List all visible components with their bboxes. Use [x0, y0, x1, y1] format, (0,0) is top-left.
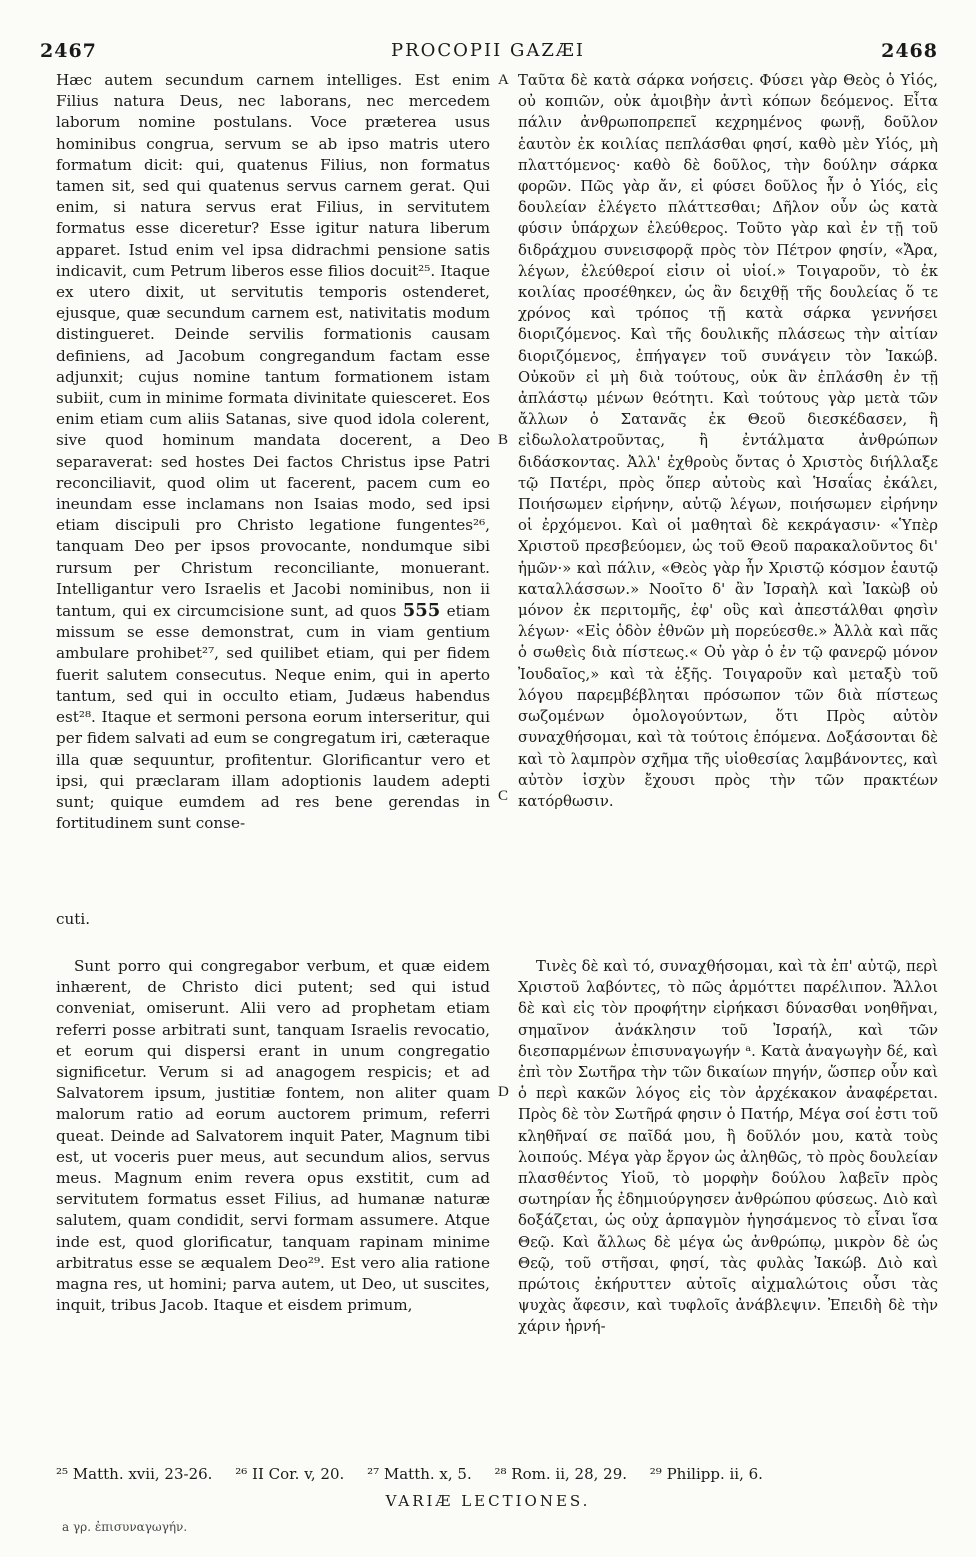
- footnote-27: ²⁷ Matth. x, 5.: [367, 1465, 472, 1483]
- column-number: 555: [402, 600, 441, 622]
- margin-marker-d: D: [498, 1084, 509, 1100]
- right-page-number: 2468: [881, 40, 938, 62]
- greek-column-bottom: [518, 956, 938, 1456]
- latin-text-bottom: Sunt porro qui congregabor verbum, et quæ eidem inhærent, de Christo dici putent; sed qui istud conveniat, omiserunt. Alii vero ad prophetam etiam referri posse arbitrati sunt, tanquam Israelis revocatio, et eorum qui dispersi erant in unum congregatio significetur. Verum si ad anagogem respicis; et ad Salvatorem ipsum, justitiæ fontem, non aliter quam malorum ratio ad eorum auctorem primum, referri queat. Deinde ad Salvatorem inquit Pater, Magnum tibi est, ut voceris puer meus, aut secundum alios, servus meus. Magnum enim revera opus exstitit, cum ad servitutem formatus esset Filius, ad humanæ naturæ salutem, quam condidit, servi formam assumere. Atque inde est, quod glorificatur, tanquam rapinam minime arbitratus esse se æqualem Deo²⁹. Est vero alia ratione magna res, ut homini; parva autem, ut Deo, ut suscites, inquit, tribus Jacob. Itaque et eisdem primum,: [56, 957, 490, 1315]
- running-header: [0, 40, 976, 70]
- footnote-26: ²⁶ II Cor. v, 20.: [235, 1465, 345, 1483]
- greek-text-top: Ταῦτα δὲ κατὰ σάρκα νοήσεις. Φύσει γὰρ Θεὸς ὁ Υἱός, οὐ κοπιῶν, οὐκ ἀμοιβὴν ἀντὶ κόπων δεόμενος. Εἶτα πάλιν ἀνθρωποπρεπεῖ κεχρημένος φωνῇ, δοῦλον ἑαυτὸν ἐκ κοιλίας πεπλάσθαι φησί, καθὸ μὲν Υἱός, μὴ πλαττόμενος· καθὸ δὲ δοῦλος, τὴν δούλην σάρκα φορῶν. Πῶς γὰρ ἄν, εἰ φύσει δοῦλος ἦν ὁ Υἱός, εἰς δουλείαν ἐλέγετο πλάττεσθαι; Δῆλον οὖν ὡς κατὰ φύσιν ὑπάρχων ἐλεύθερος. Τοῦτο γὰρ καὶ ἐν τῇ τοῦ διδράχμου συνεισφορᾷ πρὸς τὸν Πέτρον φησίν, «Ἄρα, λέγων, ἐλεύθεροί εἰσιν οἱ υἱοί.» Τοιγαροῦν, τὸ ἐκ κοιλίας προσέθηκεν, ὡς ἂν δειχθῇ τῆς δουλείας ὅ τε χρόνος καὶ τρόπος τῇ κατὰ σάρκα γεννήσει διοριζόμενος. Καὶ τῆς δουλικῆς πλάσεως τὴν αἰτίαν διοριζόμενος, ἐπήγαγεν τοῦ συνάγειν τὸν Ἰακώβ. Οὐκοῦν εἰ μὴ διὰ τούτους, οὐκ ἂν ἐπλάσθη ἐν τῇ ἀπλάστῳ μένων θεότητι. Καὶ τούτους γὰρ μετὰ τῶν ἄλλων ὁ Σατανᾶς ἐκ Θεοῦ διεσκέδασεν, ἢ εἰδωλολατροῦντας, ἢ ἐντάλματα ἀνθρώπων διδάσκοντας. Ἀλλ' ἐχθροὺς ὄντας ὁ Χριστὸς διήλλαξε τῷ Πατέρι, πρὸς ὅπερ αὐτοὺς καὶ Ἡσαΐας ἐκάλει, Ποιήσωμεν εἰρήνην, αὐτῷ λέγων, ποιήσωμεν εἰρήνην οἱ ἐρχόμενοι. Καὶ οἱ μαθηταὶ δὲ κεκράγασιν· «Ὑπὲρ Χριστοῦ πρεσβεύομεν, ὡς τοῦ Θεοῦ παρακαλοῦντος δι' ἡμῶν·» καὶ πάλιν, «Θεὸς γὰρ ἦν Χριστῷ κόσμον ἑαυτῷ καταλλάσσων.» Νοοῖτο δ' ἂν Ἰσραὴλ καὶ Ἰακὼβ οὐ μόνον ἐκ περιτομῆς, ἐφ' οὓς καὶ ἀπεστάλθαι φησὶν λέγων· «Εἰς ὁδὸν ἐθνῶν μὴ πορεύεσθε.» Ἀλλὰ καὶ πᾶς ὁ σωθεὶς διὰ πίστεως.« Οὐ γὰρ ὁ ἐν τῷ φανερῷ μόνον Ἰουδαῖος,» καὶ τὰ ἑξῆς. Τοιγαροῦν καὶ μεταξὺ τοῦ λόγου παρεμβέβληται πρόσωπον τῶν διὰ πίστεως σωζομένων ὁμολογούντων, ὅτι Πρὸς αὐτὸν συναχθήσομαι, καὶ τὰ τούτοις ἑπόμενα. Δοξάσονται δὲ καὶ τὸ λαμπρὸν σχῆμα τῆς υἱοθεσίας λαμβάνοντες, καὶ αὐτὸν ἰσχὺν ἔχουσι πρὸς τὴν τῶν πρακτέων κατόρθωσιν.: [518, 72, 938, 810]
- footnotes: [56, 1464, 936, 1484]
- margin-marker-a: A: [498, 72, 509, 88]
- left-page-number: 2467: [40, 40, 97, 62]
- latin-continuation-text: cuti.: [56, 910, 91, 928]
- latin-continuation: [56, 908, 938, 930]
- latin-text-top: Hæc autem secundum carnem intelliges. Est enim Filius natura Deus, nec laborans, nec mercedem laborum nomine postulans. Voce præterea usus hominibus congrua, servum se ab ipso matris utero formatum dicit: qui, quatenus Filius, non formatus tamen sit, sed qui quatenus servus carnem gerat. Qui enim, si natura servus erat Filius, in servitutem formatus esse diceretur? Esse igitur natura liberum apparet. Istud enim vel ipsa didrachmi pensione satis indicavit, cum Petrum liberos esse filios docuit²⁵. Itaque ex utero dixit, ut servitutis temporis ostenderet, ejusque, quæ secundum carnem est, nativitatis modum distingueret. Deinde servilis formationis causam definiens, ad Jacobum congregandum factam esse adjunxit; cujus nomine tantum formationem istam subiit, cum in minime formata divinitate quiesceret. Eos enim etiam cum aliis Satanas, sive quod idola colerent, sive quod hominum mandata docerent, a Deo separaverat: sed hostes Dei factos Christus ipse Patri reconciliavit, quod olim ut facerent, pacem cum eo ineundam esse inclamans non Isaias modo, sed ipsi etiam discipuli pro Christo legatione fungentes²⁶, tanquam Deo per ipsos provocante, nondumque sibi rursum per Christum reconciliante, monuerant. Intelligantur vero Israelis et Jacobi nominibus, non ii tantum, qui ex circumcisione sunt, ad quos 555 etiam missum se esse demonstrat, cum in viam gentium ambulare prohibet²⁷, sed quilibet etiam, qui per fidem fuerit salutem consecutus. Neque enim, qui in aperto tantum, sed qui in occulto etiam, Judæus habendus est²⁸. Itaque et sermoni persona eorum interseritur, qui per fidem salvati ad eum se congregatum iri, cæteraque illa quæ sequuntur, profitentur. Glorificantur vero et ipsi, qui præclaram illam adoptionis laudem adepti sunt; quique eumdem ad res bene gerendas in fortitudinem sunt conse-: [56, 71, 490, 833]
- latin-column-bottom: [56, 956, 490, 1456]
- footnote-29: ²⁹ Philipp. ii, 6.: [649, 1465, 763, 1483]
- margin-marker-c: C: [498, 788, 509, 804]
- greek-text-bottom: Τινὲς δὲ καὶ τό, συναχθήσομαι, καὶ τὰ ἐπ' αὐτῷ, περὶ Χριστοῦ λαβόντες, τὸ πῶς ἁρμόττει παρέλιπον. Ἄλλοι δὲ καὶ εἰς τὸν προφήτην εἰρήκασι δύνασθαι νοηθῆναι, σημαῖνον ἀνάκλησιν τοῦ Ἰσραήλ, καὶ τῶν διεσπαρμένων ἐπισυναγωγήν ᵃ. Κατὰ ἀναγωγὴν δέ, καὶ ἐπὶ τὸν Σωτῆρα τὴν τῶν δικαίων πηγήν, ὥσπερ οὖν καὶ ὁ περὶ κακῶν λόγος εἰς τὸν ἀρχέκακον ἀναφέρεται. Πρὸς δὲ τὸν Σωτῆρά φησιν ὁ Πατήρ, Μέγα σοί ἐστι τοῦ κληθῆναί σε παῖδά μου, ἢ δοῦλόν μου, κατὰ τοὺς λοιπούς. Μέγα γὰρ ἔργον ὡς ἀληθῶς, τὸ πρὸς δουλείαν πλασθέντος Υἱοῦ, τὸ μορφὴν δούλου λαβεῖν πρὸς σωτηρίαν ἧς ἐδημιούργησεν ἀνθρώπου φύσεως. Διὸ καὶ δοξάζεται, ὡς οὐχ ἁρπαγμὸν ἡγησάμενος τὸ εἶναι ἴσα Θεῷ. Καὶ ἄλλως δὲ μέγα ὡς ἀνθρώπῳ, μικρὸν δὲ ὡς Θεῷ, τοῦ στῆσαι, φησί, τὰς φυλὰς Ἰακώβ. Διὸ καὶ πρώτοις ἐκήρυττεν αὐτοῖς αἰχμαλώτοις οὖσι τὰς ψυχὰς ἄφεσιν, καὶ τυφλοῖς ἀνάβλεψιν. Ἐπειδὴ δὲ τὴν χάριν ἠρνή-: [518, 958, 938, 1336]
- footnote-25: ²⁵ Matth. xvii, 23-26.: [56, 1465, 213, 1483]
- footnote-28: ²⁸ Rom. ii, 28, 29.: [494, 1465, 628, 1483]
- running-title: PROCOPII GAZÆI: [390, 40, 586, 61]
- margin-marker-b: B: [498, 432, 509, 448]
- latin-column-top: [56, 70, 490, 908]
- variae-lectiones-heading: VARIÆ LECTIONES.: [385, 1492, 591, 1510]
- greek-column-top: [518, 70, 938, 900]
- variant-reading: a γρ. ἐπισυναγωγήν.: [62, 1520, 188, 1534]
